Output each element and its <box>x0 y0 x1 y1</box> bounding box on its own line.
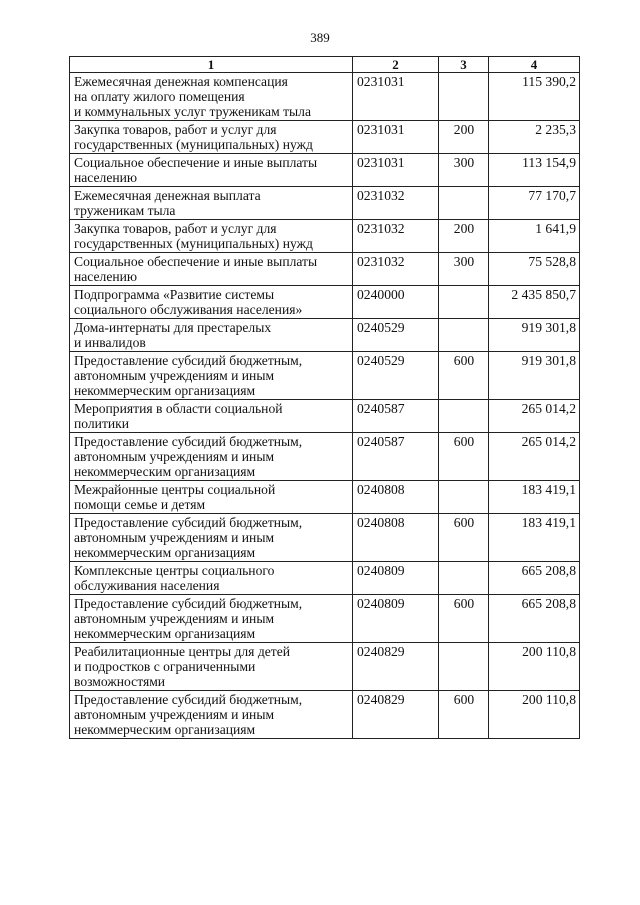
row-name-cell: Ежемесячная денежная компенсация на оплату жилого помещения и коммунальных услуг труженикам тыла <box>70 73 353 121</box>
row-amount-cell: 1 641,9 <box>489 220 580 253</box>
row-name-cell: Реабилитационные центры для детей и подростков с ограниченными возможностями <box>70 643 353 691</box>
row-type-cell: 600 <box>439 433 489 481</box>
row-type-cell: 300 <box>439 154 489 187</box>
table-row <box>70 562 580 595</box>
row-amount-cell: 200 110,8 <box>489 691 580 739</box>
table-row <box>70 433 580 481</box>
table-row <box>70 220 580 253</box>
row-code-cell: 0240587 <box>353 400 439 433</box>
row-code-cell: 0231032 <box>353 187 439 220</box>
row-amount-cell: 183 419,1 <box>489 481 580 514</box>
row-name-cell: Дома-интернаты для престарелых и инвалидов <box>70 319 353 352</box>
row-code-cell: 0231032 <box>353 220 439 253</box>
row-name-cell: Закупка товаров, работ и услуг для государственных (муниципальных) нужд <box>70 121 353 154</box>
row-type-cell: 300 <box>439 253 489 286</box>
table-row <box>70 253 580 286</box>
row-amount-cell: 919 301,8 <box>489 319 580 352</box>
row-code-cell: 0240809 <box>353 562 439 595</box>
row-name-cell: Социальное обеспечение и иные выплаты населению <box>70 253 353 286</box>
table-body <box>70 73 580 739</box>
table-row <box>70 286 580 319</box>
row-amount-cell: 265 014,2 <box>489 400 580 433</box>
row-amount-cell: 200 110,8 <box>489 643 580 691</box>
row-code-cell: 0240809 <box>353 595 439 643</box>
table-row <box>70 400 580 433</box>
column-header-type: 3 <box>439 57 489 73</box>
row-amount-cell: 77 170,7 <box>489 187 580 220</box>
row-code-cell: 0240808 <box>353 514 439 562</box>
row-name-cell: Социальное обеспечение и иные выплаты населению <box>70 154 353 187</box>
table-row <box>70 121 580 154</box>
row-name-cell: Предоставление субсидий бюджетным, автономным учреждениям и иным некоммерческим организациям <box>70 352 353 400</box>
row-type-cell: 600 <box>439 595 489 643</box>
row-code-cell: 0231031 <box>353 121 439 154</box>
table-row <box>70 481 580 514</box>
row-name-cell: Ежемесячная денежная выплата труженикам тыла <box>70 187 353 220</box>
column-header-name: 1 <box>70 57 353 73</box>
row-amount-cell: 75 528,8 <box>489 253 580 286</box>
table-row <box>70 514 580 562</box>
row-name-cell: Подпрограмма «Развитие системы социального обслуживания населения» <box>70 286 353 319</box>
row-name-cell: Предоставление субсидий бюджетным, автономным учреждениям и иным некоммерческим организациям <box>70 514 353 562</box>
row-amount-cell: 665 208,8 <box>489 595 580 643</box>
row-code-cell: 0240829 <box>353 643 439 691</box>
table-row <box>70 154 580 187</box>
row-name-cell: Мероприятия в области социальной политики <box>70 400 353 433</box>
row-type-cell: 600 <box>439 352 489 400</box>
row-type-cell: 600 <box>439 514 489 562</box>
row-name-cell: Предоставление субсидий бюджетным, автономным учреждениям и иным некоммерческим организациям <box>70 433 353 481</box>
row-type-cell <box>439 73 489 121</box>
page-number: 389 <box>310 30 330 45</box>
row-code-cell: 0240587 <box>353 433 439 481</box>
column-header-code: 2 <box>353 57 439 73</box>
row-amount-cell: 665 208,8 <box>489 562 580 595</box>
row-amount-cell: 919 301,8 <box>489 352 580 400</box>
row-type-cell <box>439 481 489 514</box>
row-amount-cell: 115 390,2 <box>489 73 580 121</box>
row-code-cell: 0240808 <box>353 481 439 514</box>
row-amount-cell: 265 014,2 <box>489 433 580 481</box>
row-code-cell: 0240000 <box>353 286 439 319</box>
row-type-cell <box>439 187 489 220</box>
row-amount-cell: 113 154,9 <box>489 154 580 187</box>
row-type-cell <box>439 286 489 319</box>
row-name-cell: Комплексные центры социального обслуживания населения <box>70 562 353 595</box>
row-code-cell: 0240529 <box>353 319 439 352</box>
row-code-cell: 0231031 <box>353 73 439 121</box>
row-name-cell: Предоставление субсидий бюджетным, автономным учреждениям и иным некоммерческим организациям <box>70 691 353 739</box>
row-type-cell: 200 <box>439 121 489 154</box>
row-code-cell: 0231032 <box>353 253 439 286</box>
table-row <box>70 187 580 220</box>
row-type-cell <box>439 319 489 352</box>
row-name-cell: Закупка товаров, работ и услуг для государственных (муниципальных) нужд <box>70 220 353 253</box>
row-amount-cell: 183 419,1 <box>489 514 580 562</box>
row-type-cell <box>439 643 489 691</box>
row-type-cell <box>439 562 489 595</box>
table-row <box>70 691 580 739</box>
column-header-amount: 4 <box>489 57 580 73</box>
row-amount-cell: 2 235,3 <box>489 121 580 154</box>
table-row <box>70 643 580 691</box>
row-name-cell: Межрайонные центры социальной помощи семье и детям <box>70 481 353 514</box>
table-row <box>70 595 580 643</box>
table-row <box>70 319 580 352</box>
row-amount-cell: 2 435 850,7 <box>489 286 580 319</box>
row-type-cell <box>439 400 489 433</box>
row-name-cell: Предоставление субсидий бюджетным, автономным учреждениям и иным некоммерческим организациям <box>70 595 353 643</box>
table-row <box>70 352 580 400</box>
table-header-row <box>70 57 580 73</box>
row-type-cell: 600 <box>439 691 489 739</box>
row-code-cell: 0240829 <box>353 691 439 739</box>
budget-table <box>69 56 580 739</box>
row-code-cell: 0231031 <box>353 154 439 187</box>
table-row <box>70 73 580 121</box>
row-type-cell: 200 <box>439 220 489 253</box>
row-code-cell: 0240529 <box>353 352 439 400</box>
